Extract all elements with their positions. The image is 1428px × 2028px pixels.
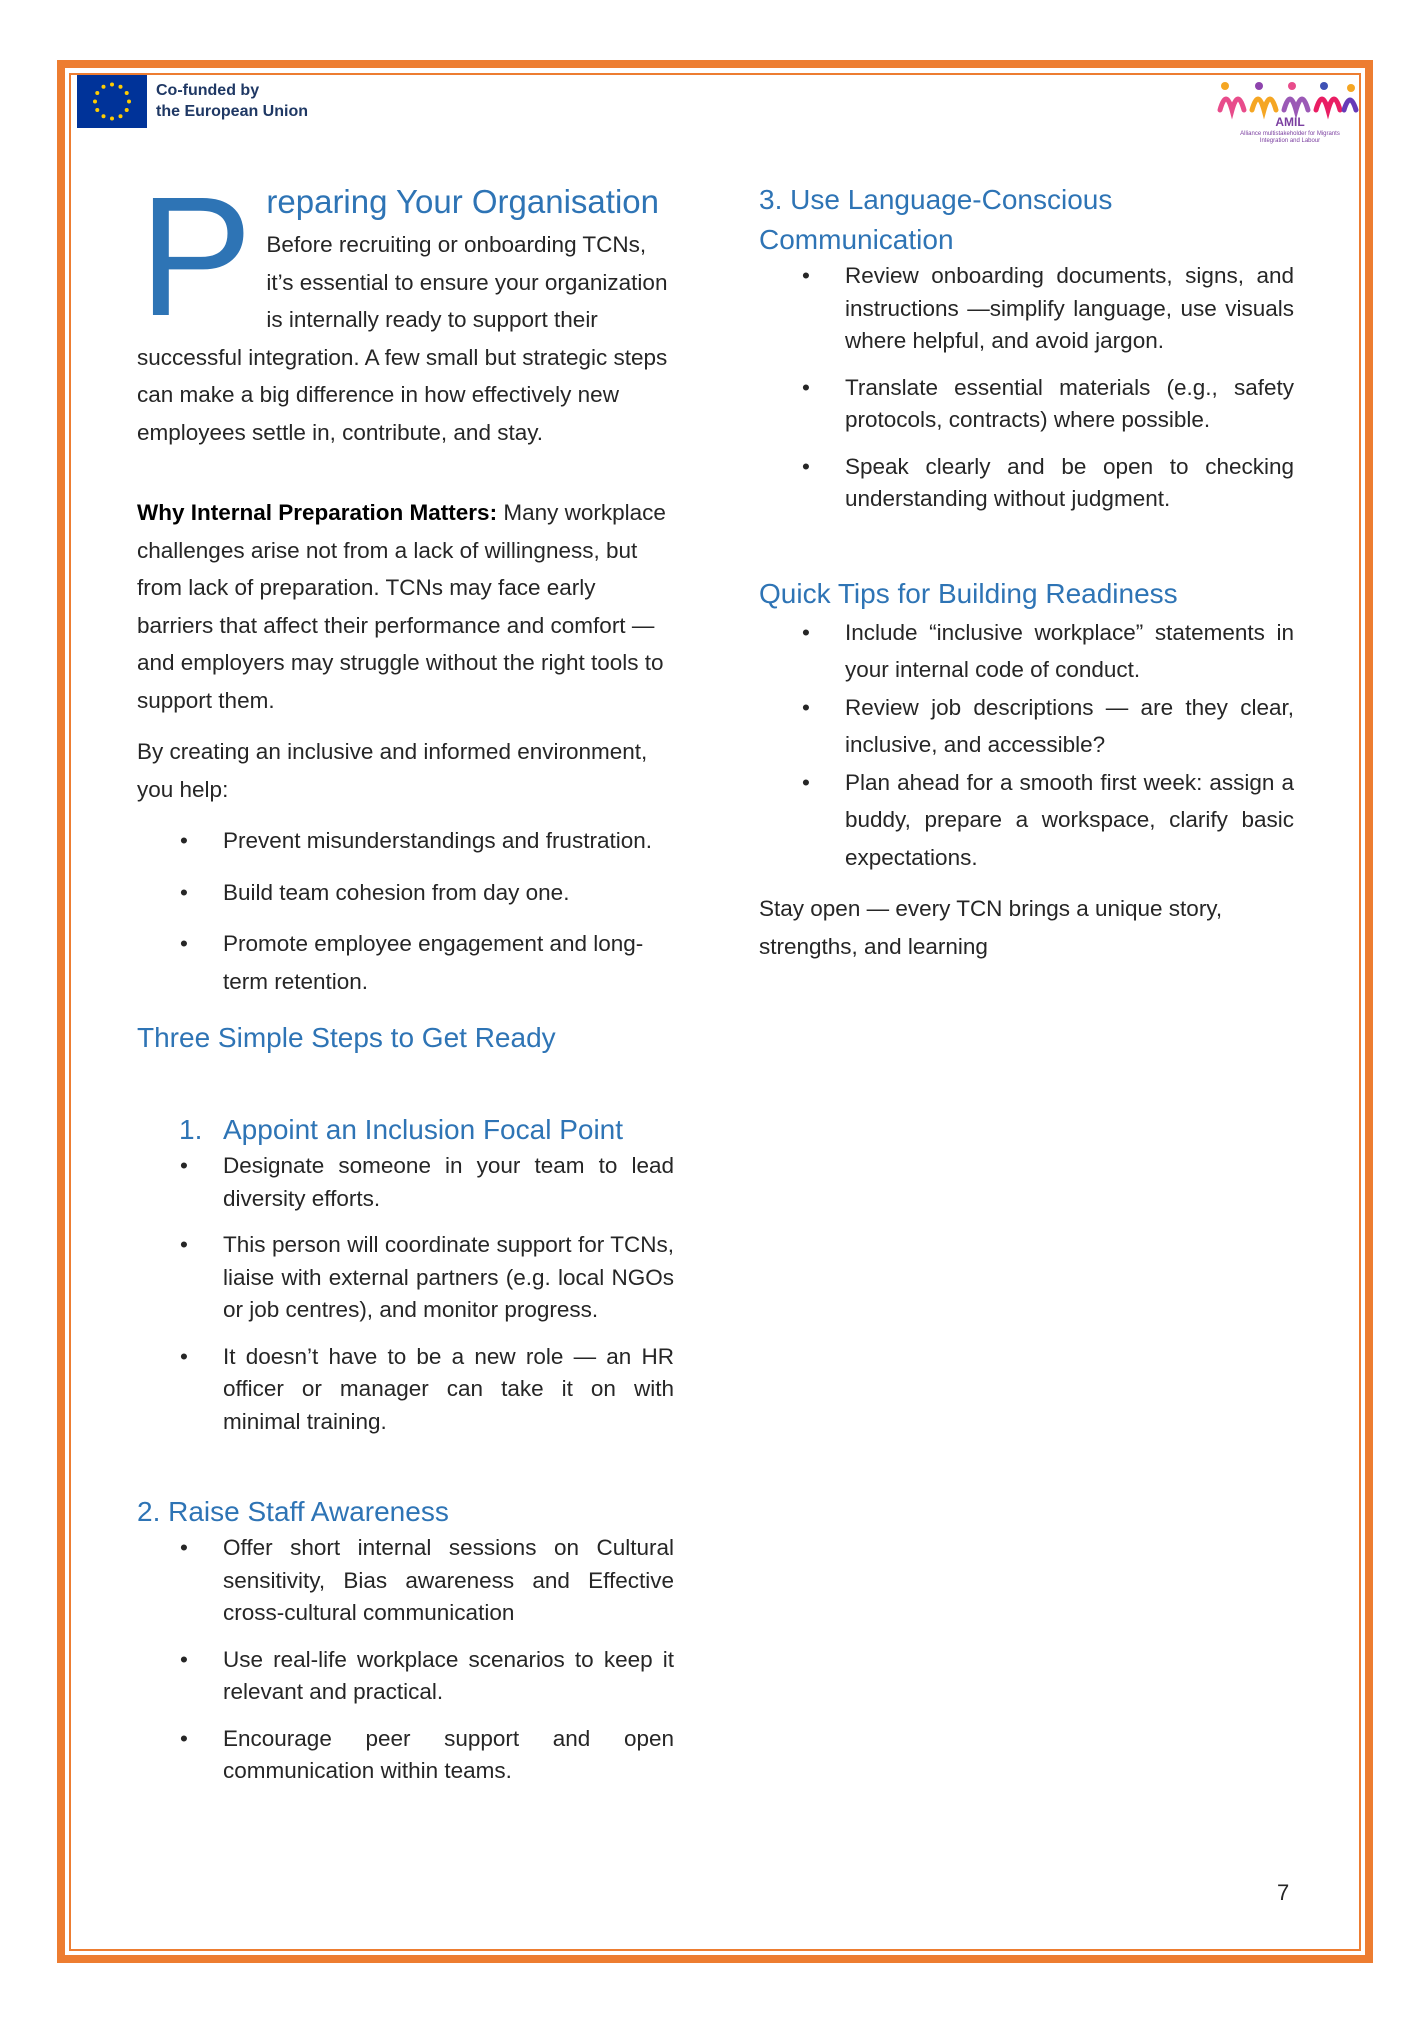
- tips-heading: Quick Tips for Building Readiness: [759, 577, 1178, 609]
- step2-heading: 2. Raise Staff Awareness: [137, 1496, 449, 1527]
- bullet-icon: •: [802, 453, 810, 479]
- amil-name: AMIL: [1275, 115, 1305, 129]
- amil-figures-icon: [1220, 82, 1356, 110]
- bullet-icon: •: [802, 263, 810, 288]
- list-item-text: Prevent misunderstandings and frustration.: [223, 828, 652, 853]
- bullet-icon: •: [180, 879, 188, 905]
- bullet-icon: •: [180, 1343, 188, 1369]
- list-item-text: Designate someone in your team to lead diversity efforts.: [223, 1153, 674, 1211]
- eu-line-2: the European Union: [156, 103, 308, 120]
- intro-dropcap: P: [139, 162, 253, 352]
- intro-title: reparing Your Organisation: [266, 183, 659, 220]
- bullet-icon: •: [802, 619, 810, 645]
- list-item: [137, 1644, 674, 1709]
- list-item: [759, 260, 1294, 358]
- bullet-icon: •: [180, 931, 188, 956]
- right-column: [759, 180, 1294, 965]
- bullet-icon: •: [180, 1232, 188, 1257]
- bullet-icon: •: [180, 1535, 188, 1560]
- eu-star-icon: [110, 117, 114, 121]
- list-item: [137, 822, 674, 860]
- list-item-text: Promote employee engagement and long-term retention.: [223, 931, 644, 994]
- eu-star-icon: [119, 85, 123, 89]
- step3-title-line2: Communication: [759, 224, 954, 255]
- list-item-text: Encourage peer support and open communication within teams.: [223, 1725, 674, 1783]
- list-item: [137, 1341, 674, 1439]
- step3-title-line1: 3. Use Language-Conscious: [759, 184, 1113, 215]
- eu-star-icon: [95, 108, 99, 112]
- list-item-text: It doesn’t have to be a new role — an HR officer or manager can take it on with minimal training.: [223, 1343, 674, 1434]
- list-item-text: Use real-life workplace scenarios to keep it relevant and practical.: [223, 1646, 674, 1704]
- list-item: [137, 1532, 674, 1630]
- creating-paragraph: By creating an inclusive and informed environment, you help:: [137, 739, 648, 802]
- bullet-icon: •: [180, 828, 188, 853]
- list-item: [137, 874, 674, 912]
- creating-bullet-list: [137, 822, 674, 1000]
- eu-line-1: Co-funded by: [156, 82, 260, 99]
- intro-text: Before recruiting or onboarding TCNs, it’s essential to ensure your organization is internally ready to support their successful integration. A few small but strategic steps can make a big difference in how effectively new employees settle in, contribute, and stay.: [137, 232, 668, 445]
- step1-bullet-list: [137, 1150, 674, 1438]
- step1-title: Appoint an Inclusion Focal Point: [223, 1114, 624, 1145]
- list-item-text: This person will coordinate support for TCNs, liaise with external partners (e.g. local NGOs or job centres), and monitor progress.: [223, 1232, 674, 1322]
- tips-bullet-list: [759, 614, 1294, 877]
- list-item-text: Build team cohesion from day one.: [223, 879, 570, 905]
- eu-star-icon: [95, 91, 99, 95]
- eu-star-icon: [102, 85, 106, 89]
- list-item-text: Review job descriptions — are they clear, inclusive, and accessible?: [845, 694, 1294, 757]
- list-item: [137, 925, 674, 1000]
- eu-star-icon: [110, 83, 114, 87]
- eu-star-icon: [127, 100, 131, 104]
- list-item-text: Review onboarding documents, signs, and instructions —simplify language, use visuals where helpful, and avoid jargon.: [845, 263, 1294, 353]
- list-item: [759, 451, 1294, 516]
- why-paragraph: [137, 494, 674, 719]
- why-text: Many workplace challenges arise not from a lack of willingness, but from lack of preparation. TCNs may face early barriers that affect their performance and comfort — and employers may struggle without the right tools to support them.: [137, 500, 666, 713]
- closing-paragraph: Stay open — every TCN brings a unique story, strengths, and learning: [759, 896, 1223, 959]
- why-label: Why Internal Preparation Matters:: [137, 500, 498, 525]
- list-item-text: Offer short internal sessions on Cultural sensitivity, Bias awareness and Effective cross-cultural communication: [223, 1535, 674, 1625]
- bullet-icon: •: [180, 1725, 188, 1751]
- bullet-icon: •: [180, 1646, 188, 1672]
- list-item: [759, 689, 1294, 764]
- bullet-icon: •: [802, 769, 810, 795]
- eu-star-icon: [119, 114, 123, 118]
- page-number: 7: [1277, 1880, 1290, 1905]
- list-item: [137, 1723, 674, 1788]
- eu-cofunded-text: [156, 80, 308, 122]
- step1-number: 1.: [179, 1114, 203, 1145]
- steps-heading: Three Simple Steps to Get Ready: [137, 1022, 556, 1053]
- amil-tagline-1: Alliance multistakeholder for Migrants: [1240, 131, 1340, 137]
- list-item-text: Plan ahead for a smooth first week: assign a buddy, prepare a workspace, clarify basic expectations.: [845, 769, 1294, 870]
- bullet-icon: •: [802, 694, 810, 720]
- list-item-text: Translate essential materials (e.g., safety protocols, contracts) where possible.: [845, 374, 1294, 432]
- list-item: [137, 1229, 674, 1327]
- eu-flag-logo: [77, 75, 147, 128]
- amil-logo: [1212, 76, 1364, 146]
- step3-bullet-list: [759, 260, 1294, 516]
- eu-star-icon: [102, 114, 106, 118]
- list-item: [137, 1150, 674, 1215]
- step3-heading: [759, 180, 1294, 260]
- left-column: [137, 162, 674, 1788]
- list-item-text: Speak clearly and be open to checking understanding without judgment.: [845, 453, 1294, 511]
- step1-heading: [137, 1110, 674, 1150]
- eu-star-icon: [93, 100, 97, 104]
- list-item: [759, 614, 1294, 689]
- bullet-icon: •: [180, 1153, 188, 1178]
- intro-section: [137, 162, 674, 480]
- amil-tagline-2: Integration and Labour: [1259, 138, 1321, 144]
- eu-star-icon: [125, 108, 129, 112]
- list-item-text: Include “inclusive workplace” statements in your internal code of conduct.: [845, 619, 1294, 682]
- eu-star-icon: [125, 91, 129, 95]
- step2-bullet-list: [137, 1532, 674, 1788]
- list-item: [759, 372, 1294, 437]
- list-item: [759, 764, 1294, 877]
- bullet-icon: •: [802, 374, 810, 400]
